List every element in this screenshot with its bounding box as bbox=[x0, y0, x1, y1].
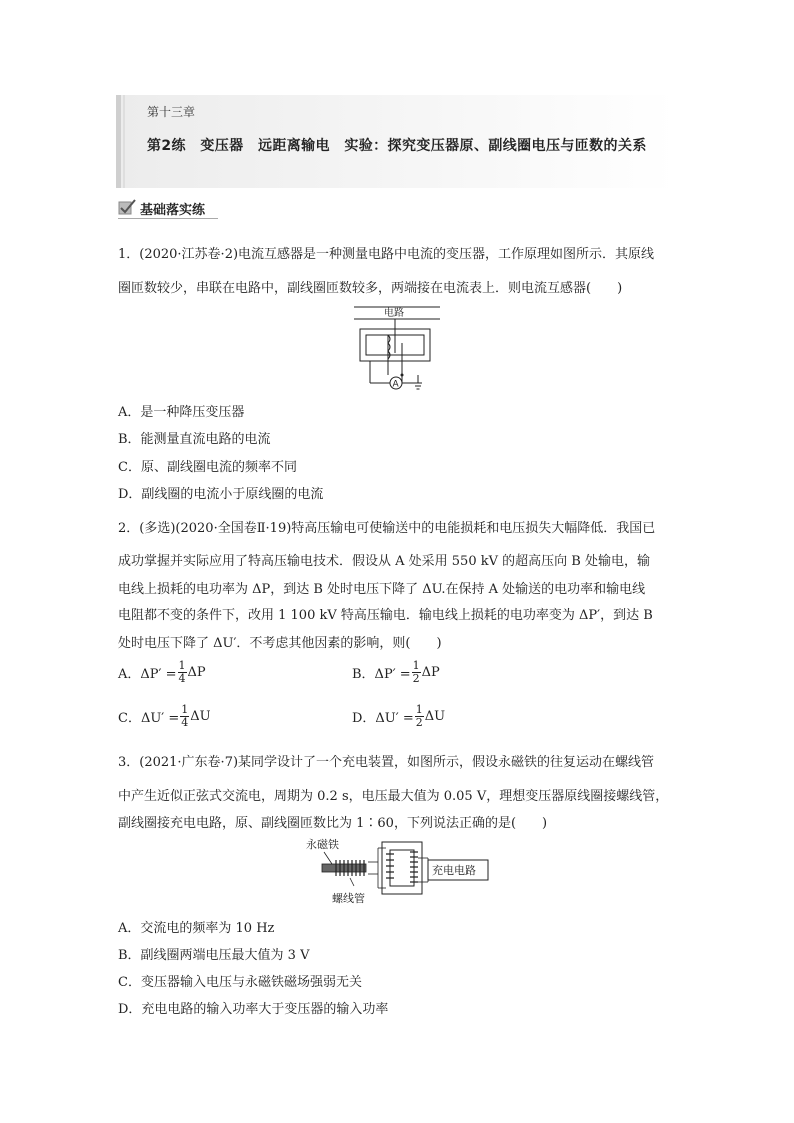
q1-option-b: B．能测量直流电路的电流 bbox=[118, 432, 271, 447]
q3-stem-line2: 中产生近似正弦式交流电，周期为 0.2 s，电压最大值为 0.05 V，理想变压器原线圈接螺线管， bbox=[118, 789, 669, 804]
q2-stem-line1: 2．(多选)(2020·全国卷Ⅱ·19)特高压输电可使输送中的电能损耗和电压损失大幅降低．我国已 bbox=[118, 521, 656, 536]
section-title: 基础落实练 bbox=[140, 203, 206, 218]
q2-option-c: C．ΔU′ = $\frac{1}{4}$ ΔU bbox=[118, 703, 211, 729]
q2-option-d: D．ΔU′ = $\frac{1}{2}$ ΔU bbox=[352, 703, 446, 729]
chapter-label: 第十三章 bbox=[147, 105, 196, 119]
lesson-title: 第2练 变压器 远距离输电 实验：探究变压器原、副线圈电压与匝数的关系 bbox=[147, 138, 647, 154]
q2-stem-line4: 电阻都不变的条件下，改用 1 100 kV 特高压输电．输电线上损耗的电功率变为 ΔP′，到达 B bbox=[118, 608, 653, 623]
q2-stem-line3: 电线上损耗的电功率为 ΔP，到达 B 处时电压下降了 ΔU.在保持 A 处输送的电功率和输电线 bbox=[118, 582, 646, 597]
header-accent-bar-thin bbox=[123, 95, 125, 188]
ammeter-icon: A bbox=[392, 379, 399, 390]
section-divider bbox=[118, 218, 218, 219]
q3-option-c: C．变压器输入电压与永磁铁磁场强弱无关 bbox=[118, 975, 362, 990]
q3-figure bbox=[302, 834, 492, 914]
magnet-label: 永磁铁 bbox=[306, 838, 339, 851]
q3-option-b: B．副线圈两端电压最大值为 3 V bbox=[118, 948, 310, 963]
q2-option-a: A．ΔP′ = $\frac{1}{4}$ ΔP bbox=[118, 659, 206, 685]
coil-label: 螺线管 bbox=[332, 892, 365, 905]
q3-option-d: D．充电电路的输入功率大于变压器的输入功率 bbox=[118, 1002, 389, 1017]
q1-stem-line1: 1．(2020·江苏卷·2)电流互感器是一种测量电路中电流的变压器，工作原理如图所示．其原线 bbox=[118, 247, 655, 262]
header-accent-bar bbox=[116, 95, 121, 188]
q1-option-d: D．副线圈的电流小于原线圈的电流 bbox=[118, 487, 324, 502]
checkbox-icon bbox=[118, 199, 136, 219]
q1-option-c: C．原、副线圈电流的频率不同 bbox=[118, 460, 297, 475]
q3-stem-line3: 副线圈接充电电路，原、副线圈匝数比为 1∶60，下列说法正确的是( ) bbox=[118, 816, 548, 831]
q2-stem-line2: 成功掌握并实际应用了特高压输电技术．假设从 A 处采用 550 kV 的超高压向 B 处输电，输 bbox=[118, 554, 650, 569]
charging-circuit-label: 充电电路 bbox=[432, 864, 476, 877]
q1-stem-line2: 圈匝数较少，串联在电路中，副线圈匝数较多，两端接在电流表上．则电流互感器( ) bbox=[118, 281, 623, 296]
q2-stem-line5: 处时电压下降了 ΔU′．不考虑其他因素的影响，则( ) bbox=[118, 636, 442, 651]
q1-figure-label: 电路 bbox=[384, 308, 404, 319]
q2-option-b: B．ΔP′ = $\frac{1}{2}$ ΔP bbox=[352, 659, 440, 685]
q3-option-a: A．交流电的频率为 10 Hz bbox=[118, 921, 275, 936]
q1-option-a: A．是一种降压变压器 bbox=[118, 405, 245, 420]
q3-stem-line1: 3．(2021·广东卷·7)某同学设计了一个充电装置，如图所示，假设永磁铁的往复运动在螺线管 bbox=[118, 755, 655, 770]
q1-figure bbox=[352, 303, 442, 399]
